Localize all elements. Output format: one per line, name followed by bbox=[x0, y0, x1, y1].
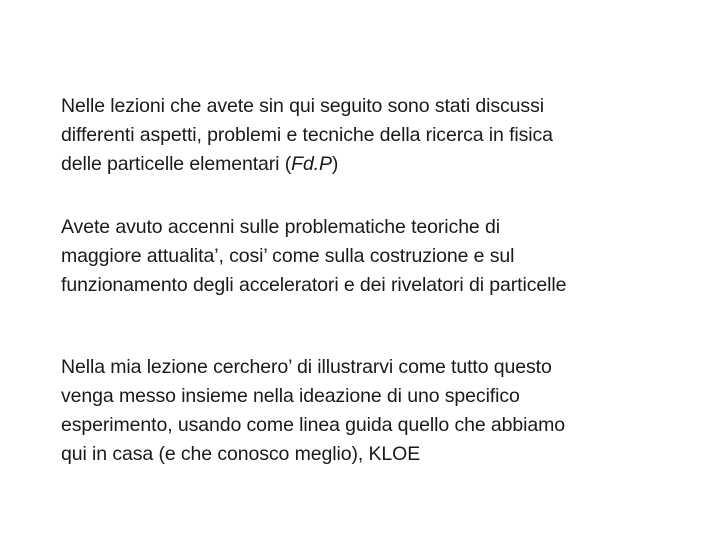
text-line: maggiore attualita’, cosi’ come sulla costruzione e sul bbox=[61, 245, 515, 267]
paragraph-lesson-plan bbox=[61, 353, 681, 469]
text-fragment: delle particelle elementari ( bbox=[61, 153, 292, 175]
fdp-abbreviation: Fd.P bbox=[291, 153, 332, 175]
text-line: qui in casa (e che conosco meglio), KLOE bbox=[61, 443, 421, 465]
text-line: Nelle lezioni che avete sin qui seguito sono stati discussi bbox=[61, 95, 544, 117]
paragraph-intro bbox=[61, 92, 681, 179]
text-line: differenti aspetti, problemi e tecniche della ricerca in fisica bbox=[61, 124, 553, 146]
text-line: Nella mia lezione cerchero’ di illustrarvi come tutto questo bbox=[61, 356, 552, 378]
text-line: funzionamento degli acceleratori e dei rivelatori di particelle bbox=[61, 274, 567, 296]
text-line: esperimento, usando come linea guida quello che abbiamo bbox=[61, 414, 566, 436]
paragraph-topics bbox=[61, 213, 681, 300]
text-line-with-emphasis bbox=[61, 150, 681, 179]
text-line: Avete avuto accenni sulle problematiche teoriche di bbox=[61, 216, 500, 238]
text-line: venga messo insieme nella ideazione di uno specifico bbox=[61, 385, 520, 407]
text-fragment: ) bbox=[331, 153, 339, 175]
